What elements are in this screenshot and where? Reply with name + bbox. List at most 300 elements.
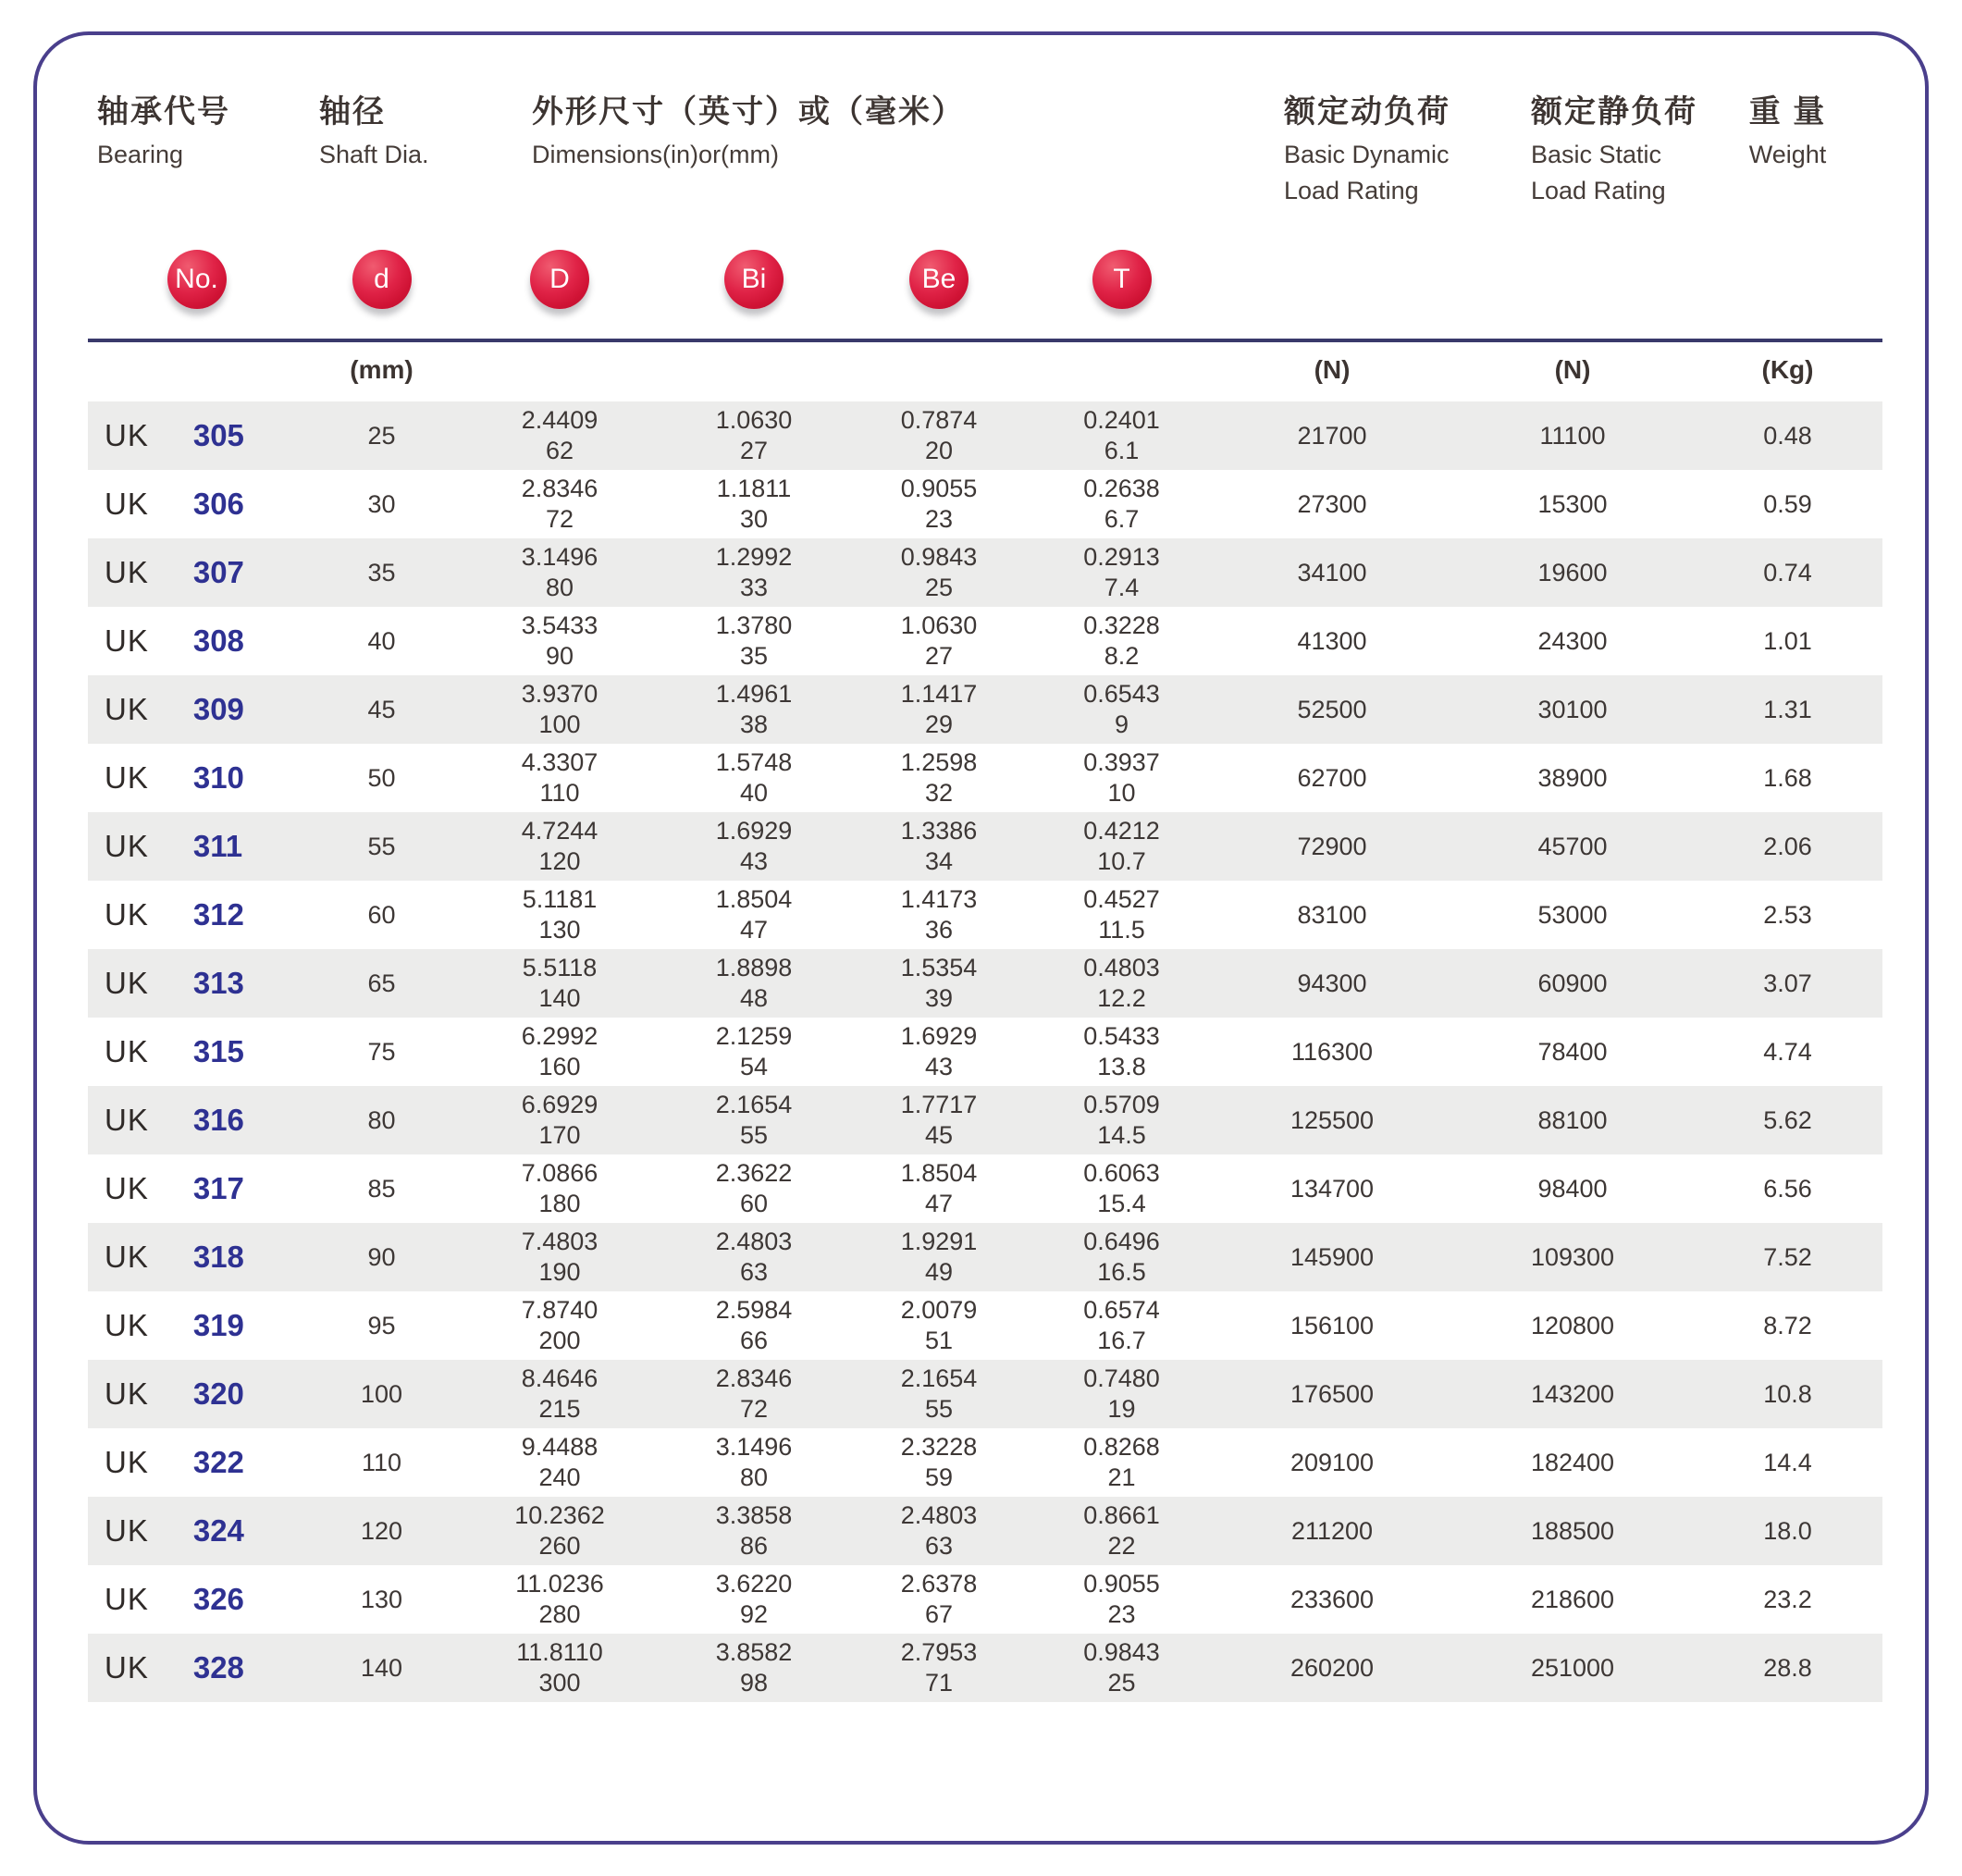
shaft-dia-cell: 55 xyxy=(367,832,396,860)
dim-Be-inch: 1.0630 xyxy=(900,611,978,639)
dim-Bi-cell xyxy=(661,1090,846,1151)
badge-Bi: Bi xyxy=(724,250,784,309)
dim-T-mm: 19 xyxy=(1107,1395,1136,1423)
dynamic-load-cell: 233600 xyxy=(1289,1585,1375,1613)
weight-cell: 3.07 xyxy=(1763,969,1812,997)
dim-D-cell xyxy=(458,884,661,945)
dim-Be-mm: 71 xyxy=(924,1669,954,1697)
dim-T-mm: 13.8 xyxy=(1097,1053,1146,1080)
dim-T-mm: 6.1 xyxy=(1104,437,1140,464)
table-header-row xyxy=(88,96,1882,204)
shaft-dia-cell: 50 xyxy=(367,763,396,792)
dim-D-inch: 4.3307 xyxy=(521,748,598,776)
dim-Bi-inch: 3.6220 xyxy=(715,1570,793,1598)
dim-Bi-cell xyxy=(661,474,846,535)
dim-Be-inch: 1.8504 xyxy=(900,1159,978,1187)
dim-Be-mm: 20 xyxy=(924,437,954,464)
bearing-cell xyxy=(88,1308,305,1343)
dim-Bi-mm: 63 xyxy=(739,1258,769,1286)
bearing-cell xyxy=(88,1445,305,1480)
dim-Be-cell xyxy=(846,1227,1031,1288)
static-load-cell: 11100 xyxy=(1539,421,1606,450)
bearing-number: 305 xyxy=(192,418,244,452)
dim-Bi-inch: 1.8504 xyxy=(715,885,793,913)
dim-T-inch: 0.2638 xyxy=(1083,475,1160,502)
dim-D-cell xyxy=(458,1227,661,1288)
dim-Be-inch: 1.4173 xyxy=(900,885,978,913)
dim-Be-mm: 32 xyxy=(924,779,954,807)
dim-T-inch: 0.9055 xyxy=(1083,1570,1160,1598)
dim-Bi-mm: 47 xyxy=(739,916,769,944)
dim-D-inch: 9.4488 xyxy=(521,1433,598,1461)
bearing-number: 316 xyxy=(192,1103,244,1137)
dim-Be-inch: 2.1654 xyxy=(900,1364,978,1392)
dim-D-mm: 280 xyxy=(538,1600,581,1628)
dim-D-inch: 3.9370 xyxy=(521,680,598,708)
dim-T-cell xyxy=(1031,1090,1212,1151)
bearing-number: 310 xyxy=(192,760,244,795)
table-row xyxy=(88,470,1882,538)
weight-cell: 0.48 xyxy=(1763,421,1812,450)
dim-Bi-inch: 2.3622 xyxy=(715,1159,793,1187)
static-load-cell: 53000 xyxy=(1537,900,1608,929)
shaft-dia-cell: 110 xyxy=(361,1448,402,1476)
dim-Be-cell xyxy=(846,953,1031,1014)
col-header-shaft-en: Shaft Dia. xyxy=(319,141,429,168)
dim-Be-inch: 2.3228 xyxy=(900,1433,978,1461)
dim-T-cell xyxy=(1031,1432,1212,1493)
unit-static-load: (N) xyxy=(1554,355,1591,384)
bearing-cell xyxy=(88,1034,305,1069)
dim-Bi-mm: 30 xyxy=(739,505,769,533)
dim-T-inch: 0.2913 xyxy=(1083,543,1160,571)
badge-D-wrap xyxy=(458,250,661,309)
weight-cell: 1.31 xyxy=(1763,695,1812,723)
dim-Be-mm: 34 xyxy=(924,847,954,875)
table-row xyxy=(88,1565,1882,1634)
table-row xyxy=(88,675,1882,744)
dim-D-inch: 6.6929 xyxy=(521,1091,598,1118)
static-load-cell: 78400 xyxy=(1537,1037,1608,1066)
badge-D: D xyxy=(530,250,589,309)
unit-dynamic-load: (N) xyxy=(1314,355,1351,384)
dim-Be-inch: 1.6929 xyxy=(900,1022,978,1050)
shaft-dia-cell: 80 xyxy=(367,1105,396,1134)
weight-cell: 10.8 xyxy=(1763,1379,1812,1408)
dim-D-cell xyxy=(458,1295,661,1356)
dim-Be-inch: 2.6378 xyxy=(900,1570,978,1598)
static-load-cell: 45700 xyxy=(1537,832,1608,860)
dim-T-cell xyxy=(1031,474,1212,535)
bearing-number: 313 xyxy=(192,966,244,1000)
shaft-dia-cell: 45 xyxy=(367,695,396,723)
dim-D-mm: 100 xyxy=(538,710,581,738)
dim-D-mm: 200 xyxy=(538,1327,581,1354)
static-load-cell: 88100 xyxy=(1537,1105,1608,1134)
dim-Be-cell xyxy=(846,679,1031,740)
dim-Bi-mm: 54 xyxy=(739,1053,769,1080)
dim-D-inch: 7.4803 xyxy=(521,1228,598,1255)
unit-weight: (Kg) xyxy=(1761,355,1814,384)
dim-T-mm: 14.5 xyxy=(1097,1121,1146,1149)
dim-T-inch: 0.4527 xyxy=(1083,885,1160,913)
bearing-prefix: UK xyxy=(105,1650,149,1685)
dim-D-mm: 180 xyxy=(538,1190,581,1217)
dim-T-inch: 0.6543 xyxy=(1083,680,1160,708)
dynamic-load-cell: 62700 xyxy=(1297,763,1367,792)
static-load-cell: 24300 xyxy=(1537,626,1608,655)
dim-Bi-mm: 72 xyxy=(739,1395,769,1423)
bearing-prefix: UK xyxy=(105,418,149,452)
dim-Be-inch: 2.7953 xyxy=(900,1638,978,1666)
dim-Be-mm: 59 xyxy=(924,1463,954,1491)
dim-T-inch: 0.2401 xyxy=(1083,406,1160,434)
weight-cell: 5.62 xyxy=(1763,1105,1812,1134)
dim-Bi-cell xyxy=(661,1569,846,1630)
dim-D-cell xyxy=(458,747,661,808)
bearing-cell xyxy=(88,1513,305,1549)
dim-D-inch: 8.4646 xyxy=(521,1364,598,1392)
table-row xyxy=(88,1154,1882,1223)
badge-d-wrap xyxy=(305,250,458,309)
weight-cell: 1.68 xyxy=(1763,763,1812,792)
dim-D-cell xyxy=(458,611,661,672)
table-body xyxy=(88,401,1882,1702)
bearing-cell xyxy=(88,829,305,864)
dim-D-inch: 2.8346 xyxy=(521,475,598,502)
col-header-dims-en: Dimensions(in)or(mm) xyxy=(532,141,780,168)
dim-D-mm: 260 xyxy=(538,1532,581,1560)
dim-Bi-cell xyxy=(661,1432,846,1493)
dim-Bi-cell xyxy=(661,1021,846,1082)
dim-Bi-inch: 2.1259 xyxy=(715,1022,793,1050)
dim-Be-mm: 25 xyxy=(924,574,954,601)
dim-Bi-mm: 27 xyxy=(739,437,769,464)
weight-cell: 0.74 xyxy=(1763,558,1812,586)
bearing-prefix: UK xyxy=(105,1308,149,1342)
dim-T-inch: 0.3228 xyxy=(1083,611,1160,639)
col-header-static-load xyxy=(1452,94,1697,204)
dim-Bi-mm: 43 xyxy=(739,847,769,875)
shaft-dia-cell: 130 xyxy=(360,1585,403,1613)
static-load-cell: 19600 xyxy=(1537,558,1608,586)
dim-T-inch: 0.8661 xyxy=(1083,1501,1160,1529)
dim-T-cell xyxy=(1031,1021,1212,1082)
weight-cell: 23.2 xyxy=(1763,1585,1812,1613)
dim-Bi-inch: 3.3858 xyxy=(715,1501,793,1529)
dim-T-mm: 8.2 xyxy=(1104,642,1140,670)
col-header-bearing-en: Bearing xyxy=(97,141,184,168)
bearing-prefix: UK xyxy=(105,1103,149,1137)
dim-D-cell xyxy=(458,1432,661,1493)
dynamic-load-cell: 116300 xyxy=(1290,1037,1374,1066)
bearing-number: 307 xyxy=(192,555,244,589)
dim-Bi-cell xyxy=(661,679,846,740)
static-load-cell: 251000 xyxy=(1530,1653,1615,1682)
bearing-number: 328 xyxy=(192,1650,244,1685)
dynamic-load-cell: 134700 xyxy=(1289,1174,1375,1203)
table-row xyxy=(88,949,1882,1018)
units-row xyxy=(88,339,1882,398)
dim-Be-mm: 27 xyxy=(924,642,954,670)
dim-Bi-cell xyxy=(661,747,846,808)
table-row xyxy=(88,812,1882,881)
weight-cell: 14.4 xyxy=(1763,1448,1812,1476)
dim-T-cell xyxy=(1031,1158,1212,1219)
badge-T: T xyxy=(1092,250,1152,309)
col-header-shaft-dia xyxy=(305,96,458,167)
dim-Bi-inch: 3.1496 xyxy=(715,1433,793,1461)
dim-T-inch: 0.5433 xyxy=(1083,1022,1160,1050)
table-row xyxy=(88,1360,1882,1428)
badge-d: d xyxy=(352,250,412,309)
dim-Be-cell xyxy=(846,884,1031,945)
dim-T-mm: 22 xyxy=(1107,1532,1136,1560)
table-row xyxy=(88,881,1882,949)
dim-Be-mm: 39 xyxy=(924,984,954,1012)
bearing-cell xyxy=(88,623,305,659)
table-row xyxy=(88,538,1882,607)
dynamic-load-cell: 83100 xyxy=(1297,900,1367,929)
dim-Bi-inch: 1.2992 xyxy=(715,543,793,571)
weight-cell: 7.52 xyxy=(1763,1242,1812,1271)
static-load-cell: 98400 xyxy=(1537,1174,1608,1203)
dim-D-cell xyxy=(458,1021,661,1082)
dim-T-cell xyxy=(1031,816,1212,877)
weight-cell: 6.56 xyxy=(1763,1174,1812,1203)
dim-Be-mm: 49 xyxy=(924,1258,954,1286)
dynamic-load-cell: 209100 xyxy=(1289,1448,1375,1476)
col-header-bearing-zh: 轴承代号 xyxy=(97,94,230,130)
dynamic-load-cell: 145900 xyxy=(1289,1242,1375,1271)
dim-Bi-mm: 80 xyxy=(739,1463,769,1491)
dim-D-mm: 140 xyxy=(538,984,581,1012)
dim-D-cell xyxy=(458,405,661,466)
dim-T-inch: 0.6496 xyxy=(1083,1228,1160,1255)
dim-Be-inch: 0.9843 xyxy=(900,543,978,571)
col-header-static-en2: Load Rating xyxy=(1531,177,1666,204)
badge-no: No. xyxy=(167,250,227,309)
dim-Be-inch: 1.3386 xyxy=(900,817,978,845)
bearing-cell xyxy=(88,555,305,590)
table-row xyxy=(88,401,1882,470)
dim-Be-cell xyxy=(846,542,1031,603)
dim-Bi-mm: 86 xyxy=(739,1532,769,1560)
table-row xyxy=(88,1223,1882,1291)
dim-Be-mm: 29 xyxy=(924,710,954,738)
dim-D-inch: 7.0866 xyxy=(521,1159,598,1187)
shaft-dia-cell: 120 xyxy=(360,1516,403,1545)
dim-D-mm: 72 xyxy=(545,505,574,533)
bearing-prefix: UK xyxy=(105,760,149,795)
dim-T-inch: 0.3937 xyxy=(1083,748,1160,776)
dim-T-inch: 0.4212 xyxy=(1083,817,1160,845)
dim-D-mm: 90 xyxy=(545,642,574,670)
dim-T-mm: 6.7 xyxy=(1104,505,1140,533)
dim-Be-inch: 1.5354 xyxy=(900,954,978,981)
bearing-prefix: UK xyxy=(105,897,149,932)
dim-Be-mm: 55 xyxy=(924,1395,954,1423)
dim-T-mm: 9 xyxy=(1114,710,1129,738)
dim-Bi-cell xyxy=(661,542,846,603)
bearing-prefix: UK xyxy=(105,1240,149,1274)
dynamic-load-cell: 27300 xyxy=(1297,489,1367,518)
bearing-number: 315 xyxy=(192,1034,244,1068)
dim-T-cell xyxy=(1031,679,1212,740)
col-header-shaft-zh: 轴径 xyxy=(319,94,386,130)
dim-D-cell xyxy=(458,1158,661,1219)
bearing-prefix: UK xyxy=(105,1034,149,1068)
dim-Bi-cell xyxy=(661,1295,846,1356)
dim-D-inch: 11.0236 xyxy=(515,1570,604,1598)
dim-Be-mm: 63 xyxy=(924,1532,954,1560)
col-header-dynamic-en2: Load Rating xyxy=(1284,177,1419,204)
shaft-dia-cell: 65 xyxy=(367,969,396,997)
dim-D-cell xyxy=(458,474,661,535)
dim-D-mm: 240 xyxy=(538,1463,581,1491)
dim-D-cell xyxy=(458,1364,661,1425)
table-row xyxy=(88,1634,1882,1702)
dim-Be-mm: 51 xyxy=(924,1327,954,1354)
table-row xyxy=(88,1018,1882,1086)
static-load-cell: 188500 xyxy=(1530,1516,1615,1545)
bearing-cell xyxy=(88,1171,305,1206)
dim-Bi-inch: 1.3780 xyxy=(715,611,793,639)
shaft-dia-cell: 30 xyxy=(367,489,396,518)
dim-T-mm: 16.5 xyxy=(1097,1258,1146,1286)
table-row xyxy=(88,1086,1882,1154)
static-load-cell: 15300 xyxy=(1537,489,1608,518)
dim-Bi-cell xyxy=(661,405,846,466)
dim-Bi-inch: 1.6929 xyxy=(715,817,793,845)
dim-Be-cell xyxy=(846,816,1031,877)
badge-Be: Be xyxy=(909,250,969,309)
dim-T-mm: 12.2 xyxy=(1097,984,1146,1012)
dim-Bi-mm: 98 xyxy=(739,1669,769,1697)
bearing-cell xyxy=(88,1650,305,1685)
dim-Bi-cell xyxy=(661,1158,846,1219)
shaft-dia-cell: 40 xyxy=(367,626,396,655)
bearing-cell xyxy=(88,1103,305,1138)
table-row xyxy=(88,607,1882,675)
dim-D-mm: 170 xyxy=(538,1121,581,1149)
col-header-dimensions xyxy=(458,96,1212,167)
dim-T-mm: 21 xyxy=(1107,1463,1136,1491)
badge-Bi-wrap xyxy=(661,250,846,309)
shaft-dia-cell: 60 xyxy=(367,900,396,929)
badge-no-wrap xyxy=(88,250,305,309)
dim-D-inch: 5.5118 xyxy=(522,954,598,981)
dim-Be-cell xyxy=(846,1021,1031,1082)
dim-Bi-inch: 1.5748 xyxy=(715,748,793,776)
col-header-static-zh: 额定静负荷 xyxy=(1531,94,1697,130)
dim-D-mm: 160 xyxy=(538,1053,581,1080)
bearing-prefix: UK xyxy=(105,623,149,658)
dim-T-cell xyxy=(1031,1569,1212,1630)
spec-table xyxy=(88,0,1882,1702)
dim-Be-cell xyxy=(846,747,1031,808)
dim-Be-cell xyxy=(846,1500,1031,1561)
bearing-prefix: UK xyxy=(105,692,149,726)
shaft-dia-cell: 75 xyxy=(367,1037,396,1066)
weight-cell: 0.59 xyxy=(1763,489,1812,518)
dim-Be-mm: 43 xyxy=(924,1053,954,1080)
weight-cell: 28.8 xyxy=(1763,1653,1812,1682)
dynamic-load-cell: 125500 xyxy=(1289,1105,1375,1134)
dim-Be-mm: 47 xyxy=(924,1190,954,1217)
col-header-dynamic-zh: 额定动负荷 xyxy=(1284,94,1450,130)
col-header-dims-zh: 外形尺寸（英寸）或（毫米） xyxy=(532,94,965,130)
dim-Bi-inch: 2.5984 xyxy=(715,1296,793,1324)
table-row xyxy=(88,1497,1882,1565)
dim-D-inch: 7.8740 xyxy=(521,1296,598,1324)
dim-Be-cell xyxy=(846,474,1031,535)
dim-Be-inch: 0.9055 xyxy=(900,475,978,502)
dim-Bi-inch: 1.1811 xyxy=(716,475,792,502)
dim-D-mm: 80 xyxy=(545,574,574,601)
bearing-number: 320 xyxy=(192,1376,244,1411)
dim-D-cell xyxy=(458,953,661,1014)
dim-Be-inch: 1.2598 xyxy=(900,748,978,776)
dynamic-load-cell: 21700 xyxy=(1297,421,1367,450)
dim-Bi-mm: 66 xyxy=(739,1327,769,1354)
static-load-cell: 120800 xyxy=(1530,1311,1615,1339)
dim-Bi-cell xyxy=(661,953,846,1014)
dim-Bi-inch: 2.1654 xyxy=(715,1091,793,1118)
bearing-number: 317 xyxy=(192,1171,244,1205)
bearing-number: 324 xyxy=(192,1513,244,1548)
dim-T-cell xyxy=(1031,542,1212,603)
dim-D-cell xyxy=(458,542,661,603)
bearing-number: 311 xyxy=(192,829,243,863)
dim-D-mm: 110 xyxy=(539,779,580,807)
dim-D-inch: 3.1496 xyxy=(521,543,598,571)
dim-Bi-cell xyxy=(661,1500,846,1561)
dim-D-cell xyxy=(458,1569,661,1630)
dim-T-inch: 0.6574 xyxy=(1083,1296,1160,1324)
dim-Be-mm: 23 xyxy=(924,505,954,533)
dim-Be-inch: 1.7717 xyxy=(900,1091,978,1118)
dynamic-load-cell: 34100 xyxy=(1297,558,1367,586)
dim-T-mm: 25 xyxy=(1107,1669,1136,1697)
dim-Bi-inch: 1.4961 xyxy=(715,680,793,708)
static-load-cell: 109300 xyxy=(1530,1242,1615,1271)
bearing-cell xyxy=(88,1376,305,1412)
weight-cell: 2.53 xyxy=(1763,900,1812,929)
dim-Bi-mm: 92 xyxy=(739,1600,769,1628)
dim-Bi-cell xyxy=(661,884,846,945)
dim-Be-cell xyxy=(846,611,1031,672)
bearing-cell xyxy=(88,760,305,796)
dynamic-load-cell: 52500 xyxy=(1297,695,1367,723)
dim-Be-cell xyxy=(846,1569,1031,1630)
dim-T-inch: 0.5709 xyxy=(1083,1091,1160,1118)
dim-T-mm: 11.5 xyxy=(1098,916,1145,944)
weight-cell: 1.01 xyxy=(1763,626,1812,655)
bearing-prefix: UK xyxy=(105,829,149,863)
col-header-weight-zh: 重 量 xyxy=(1748,94,1827,130)
dim-Be-cell xyxy=(846,405,1031,466)
dim-D-inch: 3.5433 xyxy=(521,611,598,639)
dim-Bi-mm: 60 xyxy=(739,1190,769,1217)
dim-T-inch: 0.4803 xyxy=(1083,954,1160,981)
dim-Bi-mm: 35 xyxy=(739,642,769,670)
col-header-static-en: Basic Static xyxy=(1531,141,1662,168)
shaft-dia-cell: 95 xyxy=(367,1311,396,1339)
col-header-bearing xyxy=(88,96,305,167)
dim-D-cell xyxy=(458,679,661,740)
dim-Be-inch: 1.9291 xyxy=(900,1228,978,1255)
